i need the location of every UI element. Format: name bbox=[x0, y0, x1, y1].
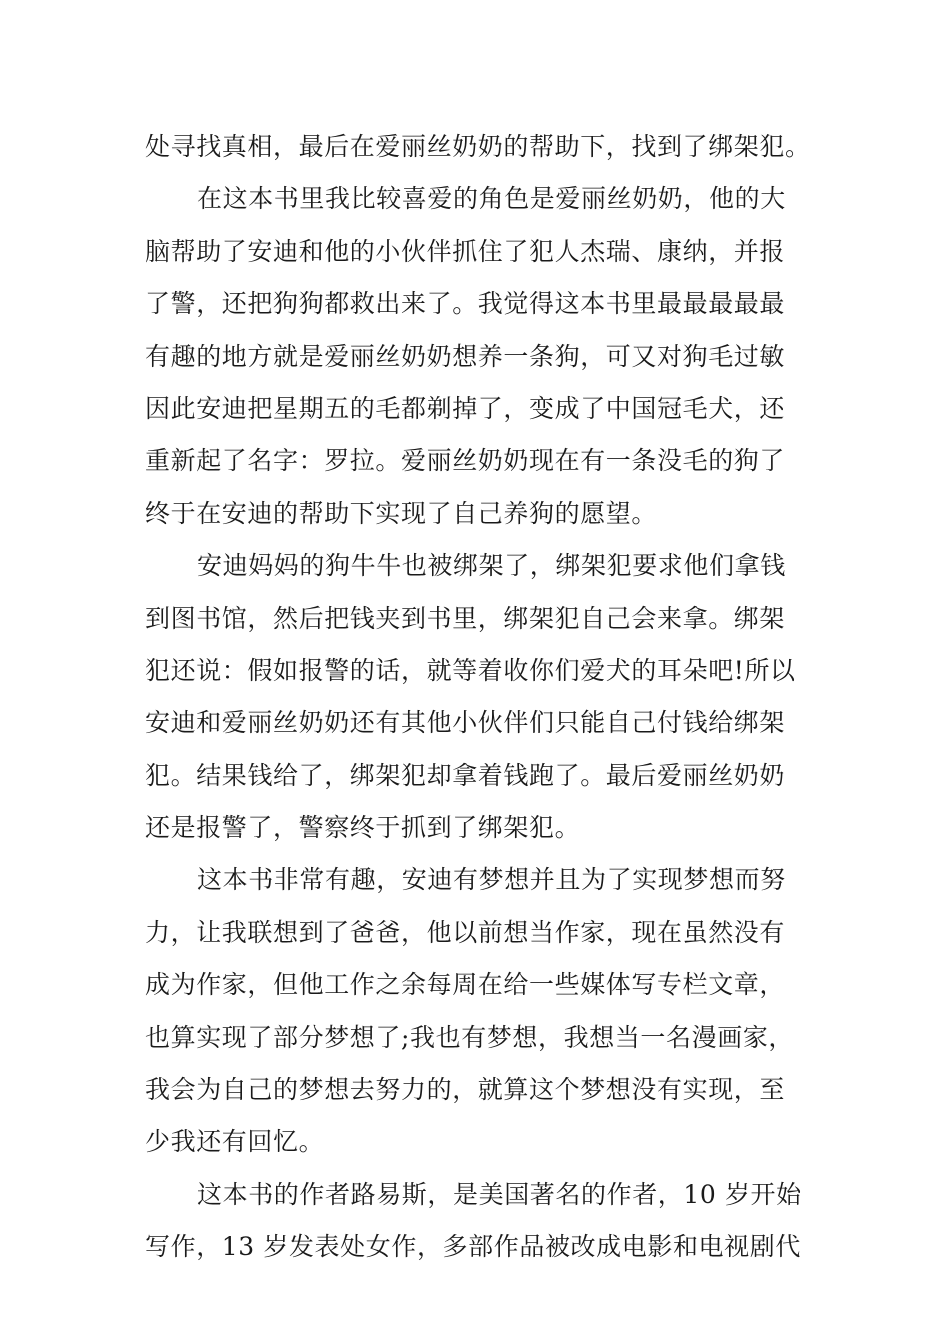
text-line: 重新起了名字：罗拉。爱丽丝奶奶现在有一条没毛的狗了 bbox=[145, 446, 786, 476]
text-line: 到图书馆，然后把钱夹到书里，绑架犯自己会来拿。绑架 bbox=[145, 603, 786, 633]
paragraph-start-line: 这本书非常有趣，安迪有梦想并且为了实现梦想而努 bbox=[197, 865, 786, 895]
text-line: 终于在安迪的帮助下实现了自己养狗的愿望。 bbox=[145, 498, 658, 528]
text-line: 成为作家，但他工作之余每周在给一些媒体写专栏文章， bbox=[145, 970, 786, 1000]
paragraph-start-line: 在这本书里我比较喜爱的角色是爱丽丝奶奶，他的大 bbox=[197, 184, 786, 214]
text-line: 力，让我联想到了爸爸，他以前想当作家，现在虽然没有 bbox=[145, 917, 786, 947]
text-line: 处寻找真相，最后在爱丽丝奶奶的帮助下，找到了绑架犯。 bbox=[145, 132, 811, 161]
text-line: 犯。结果钱给了，绑架犯却拿着钱跑了。最后爱丽丝奶奶 bbox=[145, 760, 786, 790]
text-line: 少我还有回忆。 bbox=[145, 1127, 325, 1157]
text-line: 还是报警了，警察终于抓到了绑架犯。 bbox=[145, 813, 581, 843]
text-line: 因此安迪把星期五的毛都剃掉了，变成了中国冠毛犬，还 bbox=[145, 393, 786, 423]
text-line: 有趣的地方就是爱丽丝奶奶想养一条狗，可又对狗毛过敏 bbox=[145, 341, 786, 371]
text-line: 写作，13 岁发表处女作，多部作品被改成电影和电视剧代 bbox=[145, 1232, 801, 1262]
text-line: 我会为自己的梦想去努力的，就算这个梦想没有实现，至 bbox=[145, 1075, 786, 1105]
text-line: 犯还说：假如报警的话，就等着收你们爱犬的耳朵吧!所以 bbox=[145, 655, 796, 685]
text-line: 也算实现了部分梦想了;我也有梦想，我想当一名漫画家， bbox=[145, 1022, 795, 1052]
body-text bbox=[145, 121, 815, 1274]
text-line: 了警，还把狗狗都救出来了。我觉得这本书里最最最最最 bbox=[145, 289, 786, 319]
text-line: 安迪和爱丽丝奶奶还有其他小伙伴们只能自己付钱给绑架 bbox=[145, 708, 786, 738]
text-line: 脑帮助了安迪和他的小伙伴抓住了犯人杰瑞、康纳，并报 bbox=[145, 236, 786, 266]
paragraph-start-line: 这本书的作者路易斯，是美国著名的作者，10 岁开始 bbox=[197, 1179, 802, 1209]
paragraph-start-line: 安迪妈妈的狗牛牛也被绑架了，绑架犯要求他们拿钱 bbox=[197, 551, 786, 581]
